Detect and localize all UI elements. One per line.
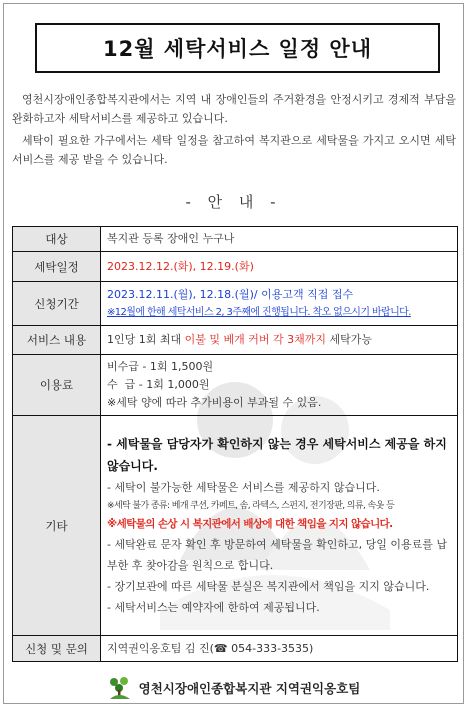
info-table xyxy=(12,226,458,662)
application-notice: ※12월에 한해 세탁서비스 2, 3주째에 진행됩니다. 착오 없으시기 바랍니다. xyxy=(107,307,411,318)
fee-notice: ※세탁 양에 따라 추가비용이 부과될 수 있음. xyxy=(107,396,322,409)
title-box xyxy=(35,23,440,73)
etc-item-3: ※세탁 불가 종류: 베개 쿠션, 카페트, 솜, 라텍스, 스펀지, 전기장판, 의류, 속옷 등 xyxy=(107,501,395,511)
value-fee xyxy=(101,355,458,416)
row-service xyxy=(13,326,458,355)
intro-text-2: 세탁이 필요한 가구에서는 세탁 일정을 참고하여 복지관으로 세탁물을 가지고 오시면 세탁서비스를 제공 받을 수 있습니다. xyxy=(12,134,456,166)
intro-paragraph-2 xyxy=(12,131,456,169)
label-service: 서비스 내용 xyxy=(13,326,101,355)
label-fee: 이용료 xyxy=(13,355,101,416)
service-highlight: 이불 및 베개 커버 각 3채까지 xyxy=(184,333,326,346)
value-schedule: 2023.12.12.(화), 12.19.(화) xyxy=(101,252,458,282)
value-etc xyxy=(101,416,458,636)
service-prefix: 1인당 1회 최대 xyxy=(107,333,182,346)
footer xyxy=(0,676,467,700)
footer-org-name: 영천시장애인종합복지관 지역권익옹호팀 xyxy=(138,681,361,696)
fee-non-recipient: 비수급 - 1회 1,500원 xyxy=(107,360,214,373)
label-application: 신청기간 xyxy=(13,282,101,326)
label-etc: 기타 xyxy=(13,416,101,636)
etc-item-2: - 세탁이 불가능한 세탁물은 서비스를 제공하지 않습니다. xyxy=(107,481,380,494)
etc-item-5: - 세탁완료 문자 확인 후 방문하여 세탁물을 확인하고, 당일 이용료를 납부한 후 찾아감을 원칙으로 합니다. xyxy=(107,538,447,572)
etc-item-6: - 장기보관에 따른 세탁물 분실은 복지관에서 책임을 지지 않습니다. xyxy=(107,580,430,593)
value-application xyxy=(101,282,458,326)
row-etc xyxy=(13,416,458,636)
label-contact: 신청 및 문의 xyxy=(13,636,101,662)
etc-item-1: - 세탁물을 담당자가 확인하지 않는 경우 세탁서비스 제공을 하지 않습니다. xyxy=(107,437,447,473)
value-contact: 지역권익옹호팀 김 진(☎ 054-333-3535) xyxy=(101,636,458,662)
value-target: 복지관 등록 장애인 누구나 xyxy=(101,227,458,252)
row-fee xyxy=(13,355,458,416)
label-target: 대상 xyxy=(13,227,101,252)
value-service xyxy=(101,326,458,355)
etc-item-4: ※세탁물의 손상 시 복지관에서 배상에 대한 책임을 지지 않습니다. xyxy=(107,518,393,530)
row-application xyxy=(13,282,458,326)
label-schedule: 세탁일정 xyxy=(13,252,101,282)
section-title: - 안 내 - xyxy=(185,193,282,211)
row-schedule xyxy=(13,252,458,282)
service-suffix: 세탁가능 xyxy=(329,333,373,346)
intro-text-1: 영천시장애인종합복지관에서는 지역 내 장애인들의 주거환경을 안정시키고 경제적 부담을 완화하고자 세탁서비스를 제공하고 있습니다. xyxy=(12,93,456,125)
intro-paragraph-1 xyxy=(12,90,456,128)
etc-item-7: - 세탁서비스는 예약자에 한하여 제공됩니다. xyxy=(107,601,320,614)
people-tree-logo-icon xyxy=(107,676,133,700)
fee-recipient: 수 급 - 1회 1,000원 xyxy=(107,378,210,391)
page-title: 12월 세탁서비스 일정 안내 xyxy=(102,37,373,61)
row-target xyxy=(13,227,458,252)
application-period: 2023.12.11.(월), 12.18.(월)/ 이용고객 직접 접수 xyxy=(107,288,354,301)
row-contact xyxy=(13,636,458,662)
